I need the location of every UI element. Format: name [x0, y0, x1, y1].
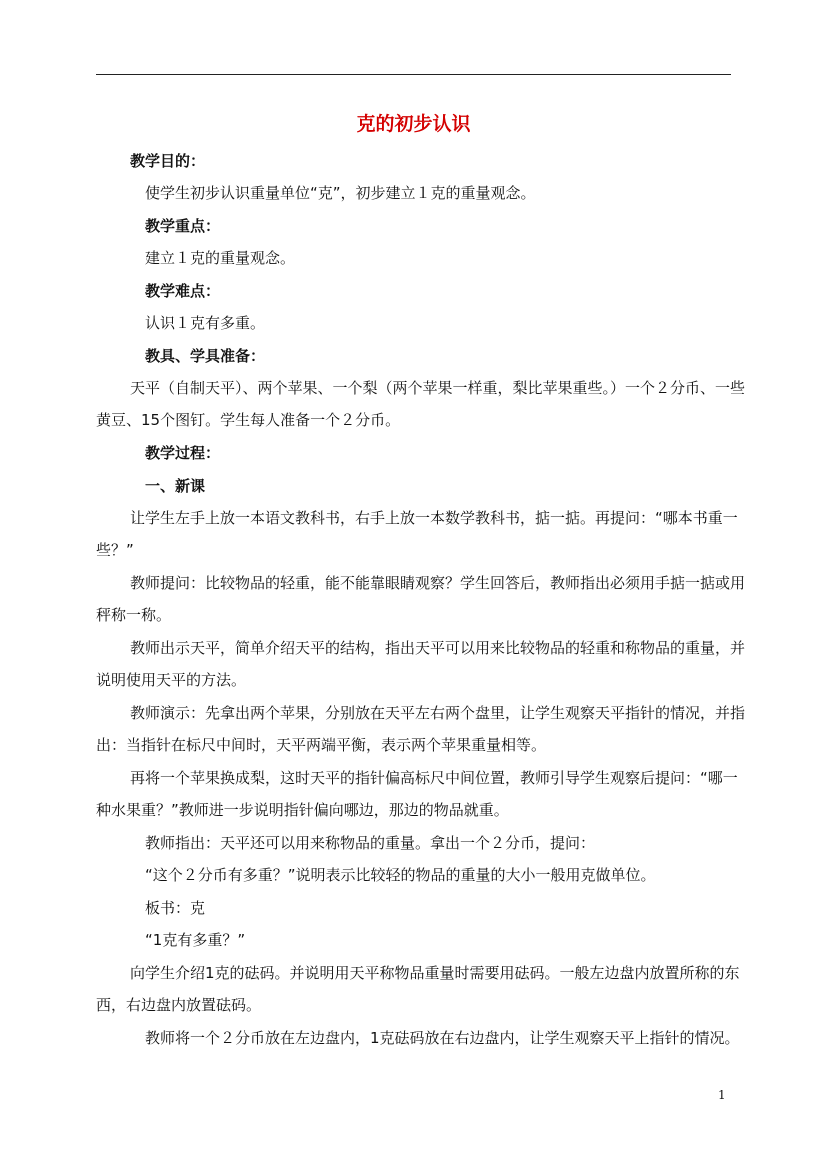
paragraph-line: 出：当指针在标尺中间时，天平两端平衡，表示两个苹果重量相等。	[96, 736, 547, 754]
heading-teaching-goal: 教学目的：	[130, 152, 206, 170]
paragraph-line: 认识１克有多重。	[145, 314, 266, 332]
heading-process: 教学过程：	[145, 444, 221, 462]
paragraph-line: 板书：克	[145, 899, 206, 917]
heading-key-point: 教学重点：	[145, 217, 221, 235]
paragraph-line: 再将一个苹果换成梨，这时天平的指针偏高标尺中间位置，教师引导学生观察后提问：“哪一	[130, 769, 738, 787]
paragraph-line: 教师将一个２分币放在左边盘内，1克砝码放在右边盘内，让学生观察天平上指针的情况。	[145, 1029, 740, 1047]
paragraph-line: 秤称一称。	[96, 606, 172, 624]
paragraph-line: 教师指出：天平还可以用来称物品的重量。拿出一个２分币，提问：	[145, 834, 596, 852]
heading-difficulty: 教学难点：	[145, 282, 221, 300]
heading-new-lesson: 一、新课	[145, 477, 206, 495]
paragraph-line: 建立１克的重量观念。	[145, 249, 296, 267]
paragraph-line: 使学生初步认识重量单位“克”，初步建立１克的重量观念。	[145, 184, 536, 202]
paragraph-line: 让学生左手上放一本语文教科书，右手上放一本数学教科书，掂一掂。再提问：“哪本书重一	[130, 509, 738, 527]
paragraph-line: 教师提问：比较物品的轻重，能不能靠眼睛观察？学生回答后，教师指出必须用手掂一掂或用	[130, 574, 746, 592]
document-title: 克的初步认识	[356, 113, 471, 135]
paragraph-line: “1克有多重？”	[145, 931, 246, 949]
paragraph-line: 教师出示天平，简单介绍天平的结构，指出天平可以用来比较物品的轻重和称物品的重量，并	[130, 639, 746, 657]
paragraph-line: 西，右边盘内放置砝码。	[96, 996, 262, 1014]
paragraph-line: 天平（自制天平）、两个苹果、一个梨（两个苹果一样重，梨比苹果重些。）一个２分币、一些	[130, 379, 746, 397]
paragraph-line: 说明使用天平的方法。	[96, 671, 247, 689]
paragraph-line: 向学生介绍1克的砝码。并说明用天平称物品重量时需要用砝码。一般左边盘内放置所称的东	[130, 964, 740, 982]
paragraph-line: 黄豆、15个图钉。学生每人准备一个２分币。	[96, 411, 401, 429]
paragraph-line: 些？”	[96, 541, 134, 559]
paragraph-line: 教师演示：先拿出两个苹果，分别放在天平左右两个盘里，让学生观察天平指针的情况，并指	[130, 704, 746, 722]
header-rule	[96, 74, 731, 75]
paragraph-line: “这个２分币有多重？”说明表示比较轻的物品的重量的大小一般用克做单位。	[145, 866, 656, 884]
heading-tools: 教具、学具准备：	[145, 347, 266, 365]
paragraph-line: 种水果重？”教师进一步说明指针偏向哪边，那边的物品就重。	[96, 801, 509, 819]
page-number: 1	[718, 1088, 726, 1102]
